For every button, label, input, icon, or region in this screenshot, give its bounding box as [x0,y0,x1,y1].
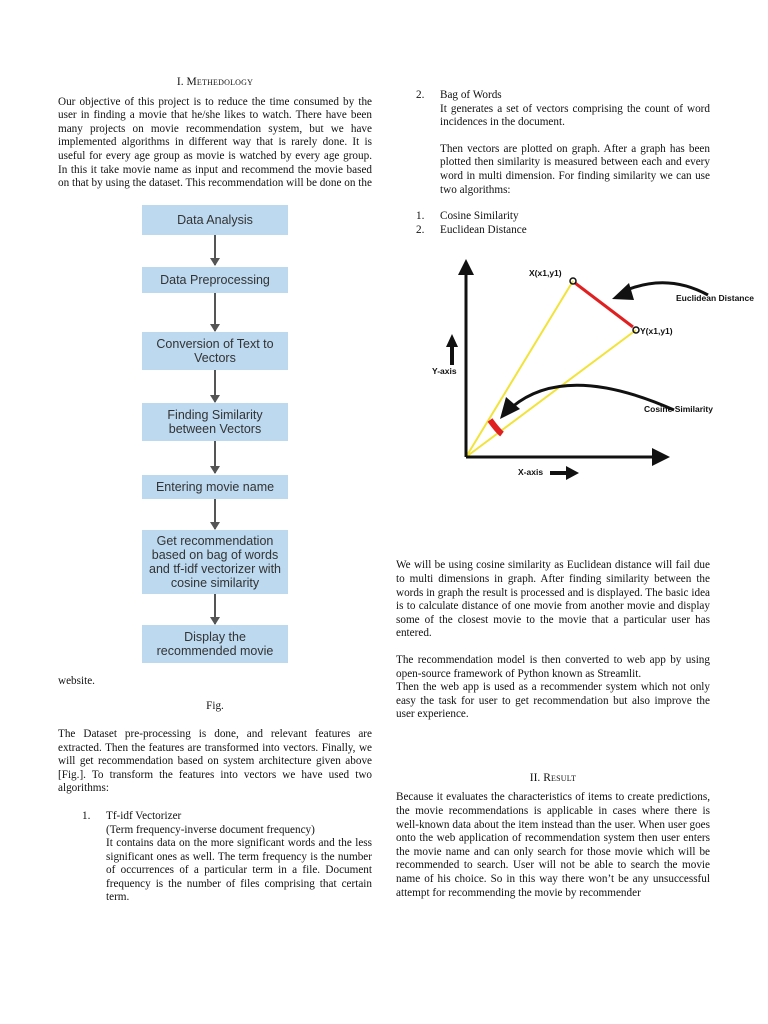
architecture-flowchart [58,205,372,675]
methodology-numeral: I. [176,76,184,88]
list-item [416,89,710,197]
webapp-paragraph-1: The recommendation model is then converted to web app by using open-source framework of Python known as Streamlit. [396,653,710,680]
algorithm-list-continued [396,89,710,197]
flow-step-similarity: Finding Similarity between Vectors [142,403,288,441]
methodology-intro: Our objective of this project is to reduce the time consumed by the user in finding a movie that he/she likes to watch. There have been many projects on movie recommendation system, but we have implemented algorithms in different way that is rarely done. It is useful for every age group as movie is watched by every age group. In this it take movie name as input and recommend the movie based on that by using the dataset. This recommendation will be done on the [58,95,372,190]
flow-step-entering-movie: Entering movie name [142,475,288,499]
graph-paragraph: Then vectors are plotted on graph. After a graph has been plotted then similarity is measured between each and every word in multi dimension. For finding similarity we can use two algorithms: [440,142,710,196]
list-label: Euclidean Distance [440,223,527,236]
euclidean-label: Euclidean Distance [676,293,754,304]
cosine-label: Cosine Similarity [644,404,713,415]
result-heading [396,772,710,786]
flow-step-data-preprocessing: Data Preprocessing [142,267,288,293]
right-column [396,89,754,900]
vector-x-line [466,281,573,457]
list-number: 1. [82,809,91,822]
algo-title: Bag of Words [440,89,502,101]
euclidean-pointer-head [612,283,634,300]
x-label-arrow-shaft [550,471,568,475]
cosine-pointer-head [500,397,520,419]
point-x-label: X(x1,y1) [529,268,562,279]
list-number: 2. [416,223,425,236]
left-column [58,76,372,905]
list-label: Cosine Similarity [440,210,519,223]
result-numeral: II. [529,771,541,784]
algo-title: Tf-idf Vectorizer [106,809,182,822]
fig-caption: Fig. [206,700,224,713]
y-label-arrow-head [446,334,458,347]
cosine-angle-arc [490,420,502,434]
list-item [416,210,710,224]
methodology-title: Methedology [186,76,254,88]
flow-arrow [214,499,216,529]
methodology-heading [58,76,372,90]
point-y-label: Y(x1,y1) [640,326,673,337]
y-label-arrow-shaft [450,345,454,365]
vector-y-line [466,330,636,457]
result-paragraph: Because it evaluates the characteristics of items to create predictions, the movie recommendations is applicable in cases where there is well-known data about the item instead than the user. When user goes onto the web application of recommendation system then user enters the movie name and can only search for those movie which will be recommended to search. User will not be able to search the movie name of his choice. So in this way there won’t be any unsuccessful attempt for recommending the movie by recommender [396,791,710,899]
flow-step-data-analysis: Data Analysis [142,205,288,235]
flow-arrow [214,594,216,624]
y-axis-arrowhead [458,259,474,275]
website-word: website. [58,674,95,687]
x-label-arrow-head [566,466,579,480]
algo-description: It generates a set of vectors comprising the count of word incidences in the document. [440,102,710,129]
algo-description: It contains data on the more significant words and the less significant ones as well. The term frequency is the number of occurrences of a particular term in a file. Document frequency is the number of files comprising that certain term. [106,837,372,904]
preprocess-paragraph: The Dataset pre-processing is done, and relevant features are extracted. Then the features are transformed into vectors. Finally, we will get recommendation based on system architecture given above [Fig.]. To transform the features into vectors we have used two algorithms: [58,727,372,795]
y-axis-label: Y-axis [432,366,457,377]
algorithm-list [58,810,372,905]
similarity-diagram [426,257,768,507]
x-axis-label: X-axis [518,467,544,478]
flow-step-conversion: Conversion of Text to Vectors [142,332,288,370]
result-title: Result [543,771,577,784]
similarity-list [396,210,710,237]
cosine-paragraph: We will be using cosine similarity as Euclidean distance will fail due to multi dimensions in graph. After finding similarity between the words in graph the result is processed and is displayed. The basic idea is to calculate distance of one movie from another movie and display some of the closest movie to the movie that a particular user has entered. [396,559,710,640]
webapp-paragraph-2: Then the web app is used as a recommender system which not only easy the task for user to get recommendation but also improve the user experience. [396,681,710,721]
flow-arrow [214,370,216,402]
flow-arrow [214,293,216,331]
flow-arrow [214,441,216,473]
list-number: 1. [416,210,425,223]
x-axis-arrowhead [652,448,670,466]
flow-step-display: Display the recommended movie [142,625,288,663]
list-number: 2. [416,89,425,101]
list-item [82,810,372,905]
flow-step-get-recommendation: Get recommendation based on bag of words and tf-idf vectorizer with cosine similarity [142,530,288,594]
list-item [416,224,710,238]
flow-arrow [214,235,216,265]
algo-subtitle: (Term frequency-inverse document frequency) [106,823,315,836]
